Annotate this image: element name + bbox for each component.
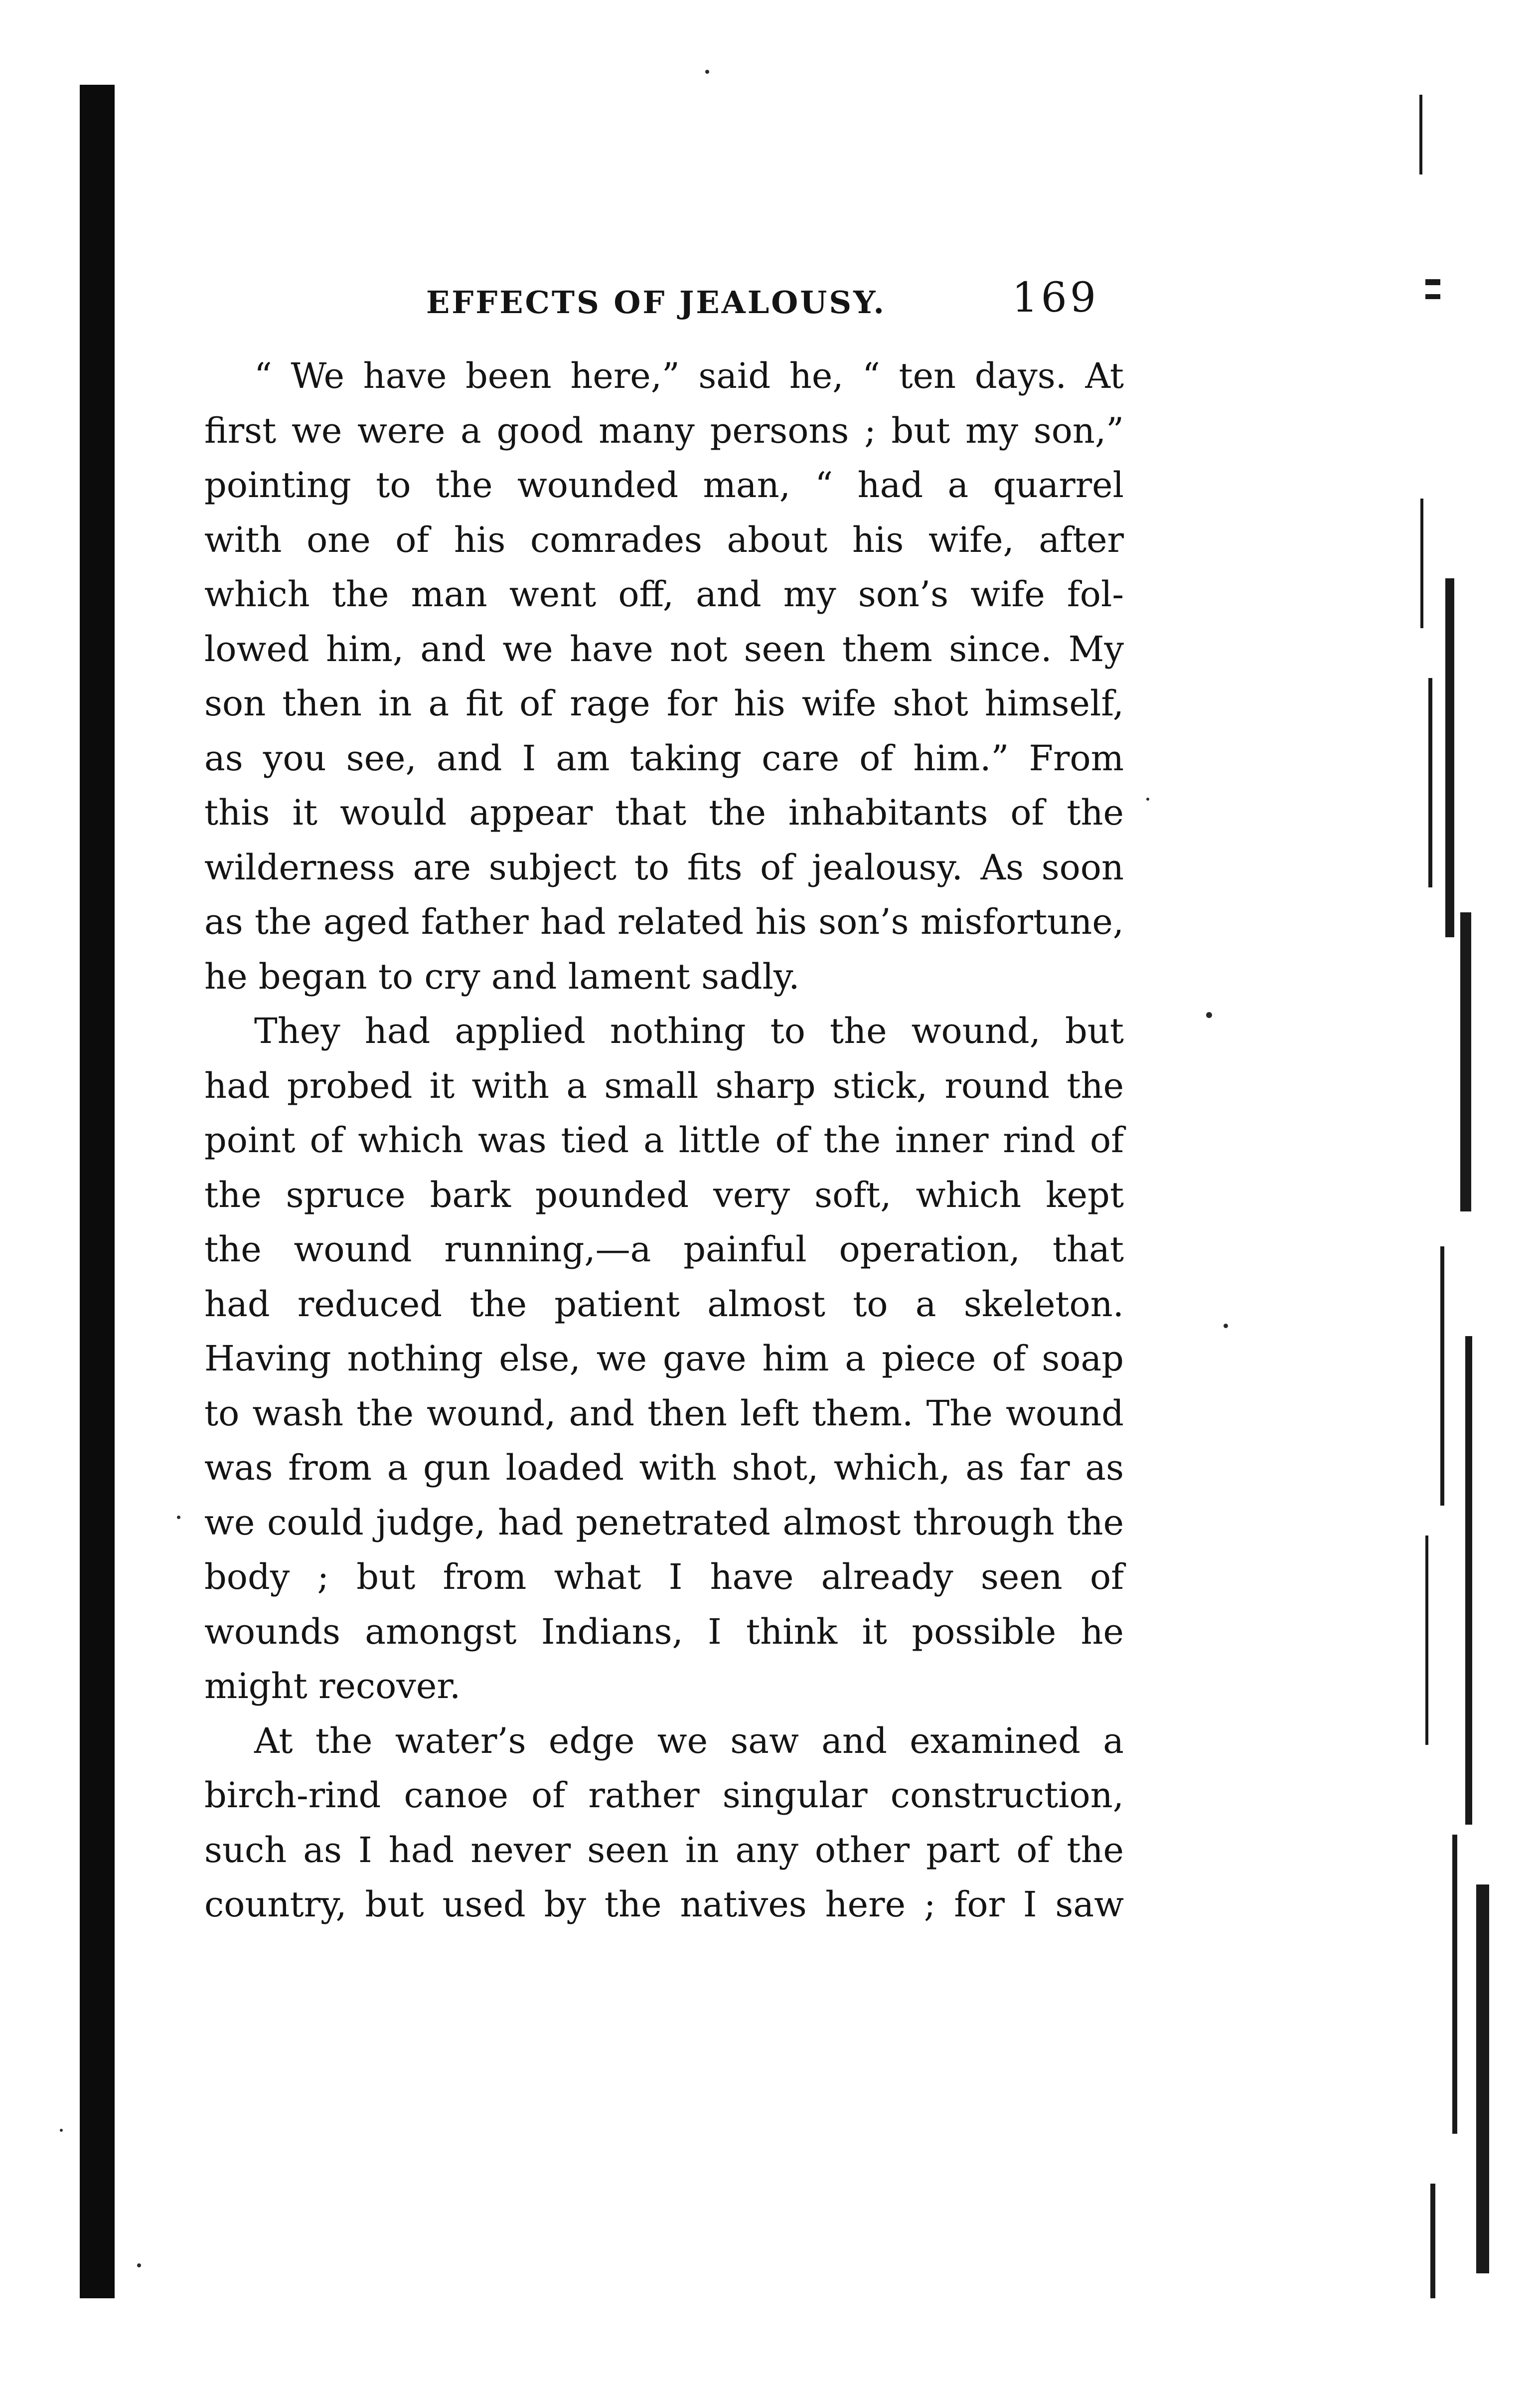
text-line: Having nothing else, we gave him a piece of soap <box>204 1338 1124 1379</box>
scan-speck <box>137 2263 141 2267</box>
text-line: had reduced the patient almost to a skeleton. <box>204 1283 1124 1325</box>
text-line: body ; but from what I have already seen of <box>204 1556 1124 1597</box>
text-line: lowed him, and we have not seen them since. My <box>204 628 1124 670</box>
text-line: wounds amongst Indians, I think it possible he <box>204 1611 1124 1652</box>
text-line: this it would appear that the inhabitants of the <box>204 792 1124 833</box>
running-head <box>204 274 1141 329</box>
text-line: birch-rind canoe of rather singular construction, <box>204 1775 1124 1816</box>
text-line: to wash the wound, and then left them. The wound <box>204 1392 1124 1434</box>
text-line: They had applied nothing to the wound, but <box>254 1011 1124 1051</box>
text-line: country, but used by the natives here ; for I saw <box>204 1884 1124 1925</box>
text-line: as you see, and I am taking care of him.” From <box>204 737 1124 779</box>
text-line: had probed it with a small sharp stick, round the <box>204 1065 1124 1106</box>
text-line: pointing to the wounded man, “ had a quarrel <box>204 465 1124 506</box>
text-line: he began to cry and lament sadly. <box>204 956 800 997</box>
text-line: “ We have been here,” said he, “ ten days. At <box>254 355 1124 396</box>
text-line: first we were a good many persons ; but my son,” <box>204 410 1124 451</box>
binding-shadow <box>80 85 115 2298</box>
scan-speck <box>705 70 709 74</box>
scan-speck <box>177 1516 180 1519</box>
scan-speck <box>1206 1012 1212 1018</box>
text-line: the wound running,—a painful operation, that <box>204 1229 1124 1270</box>
text-line: such as I had never seen in any other part of the <box>204 1829 1124 1871</box>
text-line: might recover. <box>204 1666 461 1707</box>
text-line: At the water’s edge we saw and examined a <box>254 1720 1124 1761</box>
text-line: as the aged father had related his son’s misfortune, <box>204 901 1124 942</box>
running-title: EFFECTS OF JEALOUSY. <box>426 284 886 321</box>
page-number: 169 <box>1012 274 1099 322</box>
text-line: which the man went off, and my son’s wife fol- <box>204 574 1124 615</box>
scan-speck <box>1224 1324 1228 1328</box>
text-line: we could judge, had penetrated almost through the <box>204 1502 1124 1543</box>
text-line: with one of his comrades about his wife, after <box>204 519 1124 560</box>
text-line: was from a gun loaded with shot, which, as far as <box>204 1447 1124 1488</box>
scan-speck <box>60 2129 63 2132</box>
page-edge-shadow <box>1410 90 1495 2303</box>
text-line: son then in a fit of rage for his wife shot himself, <box>204 683 1124 724</box>
body-text <box>204 349 1124 1932</box>
text-line: point of which was tied a little of the inner rind of <box>204 1120 1124 1161</box>
text-line: wilderness are subject to fits of jealousy. As soon <box>204 847 1124 888</box>
scan-speck <box>1146 798 1149 801</box>
text-line: the spruce bark pounded very soft, which kept <box>204 1174 1124 1215</box>
